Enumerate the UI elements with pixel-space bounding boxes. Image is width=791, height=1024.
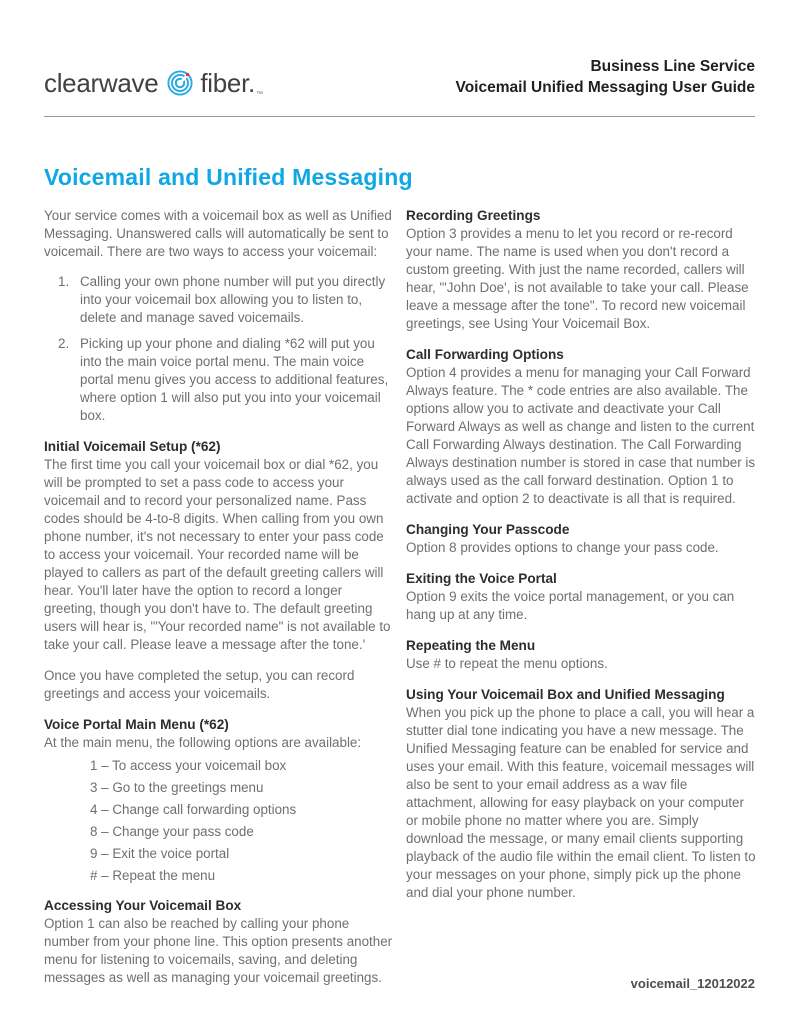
header-title-line2: Voicemail Unified Messaging User Guide [455,79,755,96]
section-heading: Accessing Your Voicemail Box [44,898,242,913]
section-recording-greetings [406,207,756,333]
voice-portal-options-list [90,757,394,884]
section-initial-voicemail-setup [44,438,394,703]
list-item-number: 1. [58,274,70,289]
menu-option: # – Repeat the menu [90,868,216,883]
list-item [58,335,394,425]
menu-option: 8 – Change your pass code [90,824,254,839]
section-changing-your-passcode [406,521,756,557]
page-header [0,0,791,100]
header-title-line1: Business Line Service [590,58,755,75]
menu-option: 3 – Go to the greetings menu [90,780,264,795]
section-heading: Initial Voicemail Setup (*62) [44,439,221,454]
section-paragraph: At the main menu, the following options are available: [44,735,362,750]
clearwave-fiber-logo [44,66,263,100]
list-item-text: Calling your own phone number will put you directly into your voicemail box allowing you to listen to, delete and manage saved voicemails. [80,274,386,325]
list-item [58,273,394,327]
logo-trademark: ™ [255,91,263,98]
section-paragraph: Option 8 provides options to change your pass code. [406,540,719,555]
section-paragraph: Option 3 provides a menu to let you record or re-record your name. The name is used when you don't record a custom greeting. With just the name recorded, callers will hear, "'John Doe', is not available to take your call. Please leave a message after the tone". To record new voicemail greetings, see Using Your Voicemail Box. [406,226,749,331]
section-paragraph: Option 9 exits the voice portal management, or you can hang up at any time. [406,589,735,622]
list-item-number: 2. [58,336,70,351]
section-paragraph: The first time you call your voicemail box or dial *62, you will be prompted to set a pass code to access your voicemail and to record your personalized name. Pass codes should be 4-to-8 digits. When calling from you own phone number, it's not necessary to enter your pass code to access your voicemail. Your recorded name will be played to callers as part of the default greeting callers will hear. You'll later have the option to record a longer greeting, though you don't have to. The default greeting users will hear is, '"Your recorded name" is not available to take your call. Please leave a message after the tone.' [44,457,391,652]
section-heading: Call Forwarding Options [406,347,564,362]
section-exiting-the-voice-portal [406,570,756,624]
section-paragraph: When you pick up the phone to place a call, you will hear a stutter dial tone indicating you have a new message. The Unified Messaging feature can be enabled for service and uses your email. With this feature, voicemail messages will also be sent to your email address as a wav file attachment, allowing for easy playback on your computer or mobile phone no matter where you are. Simply download the message, or many email clients supporting playback of the audio file within the email client. To listen to your messages on your phone, simply pick up the phone and dial your phone number. [406,705,756,900]
section-heading: Exiting the Voice Portal [406,571,557,586]
section-heading: Repeating the Menu [406,638,536,653]
menu-option: 1 – To access your voicemail box [90,758,287,773]
left-column [44,207,394,987]
list-item-text: Picking up your phone and dialing *62 will put you into the main voice portal menu. The main voice portal menu gives you access to additional features, where option 1 will also put you into your voicemail box. [80,336,389,423]
document-header-title [456,56,755,100]
logo-text-clearwave: clearwave [44,68,159,98]
right-column [406,207,756,987]
section-voice-portal-main-menu [44,716,394,884]
section-paragraph: Use # to repeat the menu options. [406,656,608,671]
content-columns [44,207,755,987]
section-heading: Using Your Voicemail Box and Unified Messaging [406,687,725,702]
page-title: Voicemail and Unified Messaging [44,164,413,190]
intro-paragraph: Your service comes with a voicemail box as well as Unified Messaging. Unanswered calls will automatically be sent to voicemail. There are two ways to access your voicemail: [44,208,392,259]
access-methods-list [44,273,394,425]
section-call-forwarding-options [406,346,756,508]
section-paragraph: Option 4 provides a menu for managing your Call Forward Always feature. The * code entries are also available. The options allow you to activate and deactivate your Call Forward Always as well as change and listen to the current Call Forwarding Always destination. The Call Forwarding Always destination number is stored in case that number is always used as the call forward destination. Option 1 to activate and option 2 to deactivate is all that is required. [406,365,756,506]
section-paragraph: Option 1 can also be reached by calling your phone number from your phone line. This option presents another menu for listening to voicemails, saving, and deleting messages as well as managing your voicemail greetings. [44,916,393,985]
menu-option: 9 – Exit the voice portal [90,846,230,861]
menu-option: 4 – Change call forwarding options [90,802,297,817]
section-heading: Changing Your Passcode [406,522,570,537]
section-heading: Voice Portal Main Menu (*62) [44,717,229,732]
header-divider [44,116,755,117]
section-repeating-the-menu [406,637,756,673]
section-heading: Recording Greetings [406,208,541,223]
logo-text-fiber: fiber. [200,68,255,98]
section-using-voicemail-box-unified-messaging [406,686,756,902]
section-paragraph: Once you have completed the setup, you can record greetings and access your voicemails. [44,668,355,701]
footer-document-id: voicemail_12012022 [630,976,755,991]
clearwave-rings-icon [165,67,195,101]
section-accessing-your-voicemail-box [44,897,394,987]
